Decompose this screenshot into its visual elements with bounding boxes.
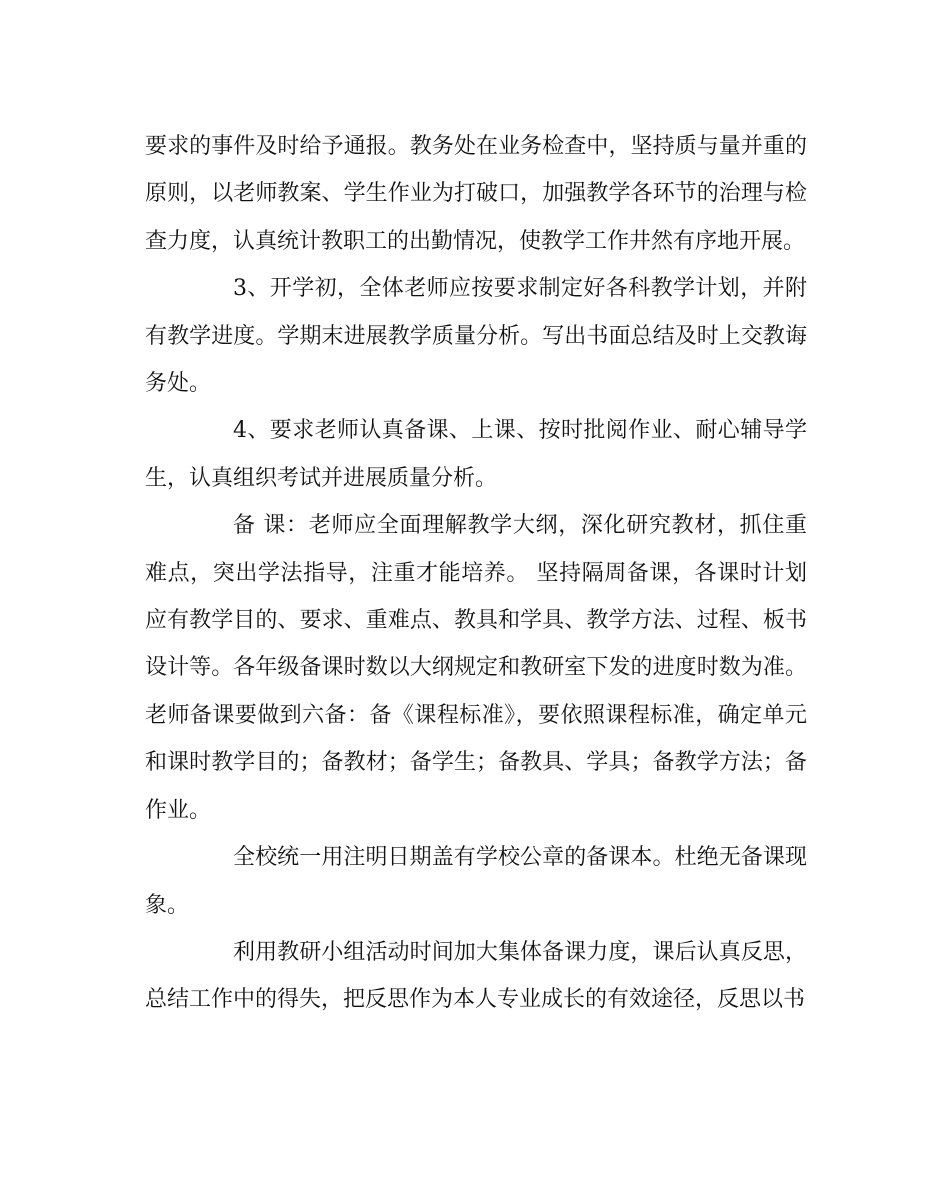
paragraph-1: 要求的事件及时给予通报。教务处在业务检查中，坚持质与量并重的原则，以老师教案、学生作业为打破口，加强教学各环节的治理与检查力度，认真统计教职工的出勤情况，使教学工作井然有序地开展。 bbox=[145, 134, 807, 254]
paragraph-4: 备 课：老师应全面理解教学大纲，深化研究教材，抓住重难点，突出学法指导，注重才能培养。 坚持隔周备课，各课时计划应有教学目的、要求、重难点、教具和学具、教学方法、过程、板书设计等。各年级备课时数以大纲规定和教研室下发的进度时数为准。老师备课要做到六备：备《课程标准》，要依照课程标准，确定单元和课时教学目的；备教材；备学生；备教具、学具；备教学方法；备作业。 bbox=[145, 513, 807, 823]
document-body bbox=[145, 123, 807, 1024]
paragraph-3: 4、要求老师认真备课、上课、按时批阅作业、耐心辅导学生，认真组织考试并进展质量分析。 bbox=[145, 418, 807, 491]
paragraph-6: 利用教研小组活动时间加大集体备课力度，课后认真反思，总结工作中的得失，把反思作为本人专业成长的有效途径，反思以书 bbox=[145, 939, 807, 1013]
paragraph-2: 3、开学初，全体老师应按要求制定好各科教学计划，并附有教学进度。学期末进展教学质量分析。写出书面总结及时上交教诲务处。 bbox=[145, 276, 807, 397]
paragraph-5: 全校统一用注明日期盖有学校公章的备课本。杜绝无备课现象。 bbox=[145, 845, 807, 918]
